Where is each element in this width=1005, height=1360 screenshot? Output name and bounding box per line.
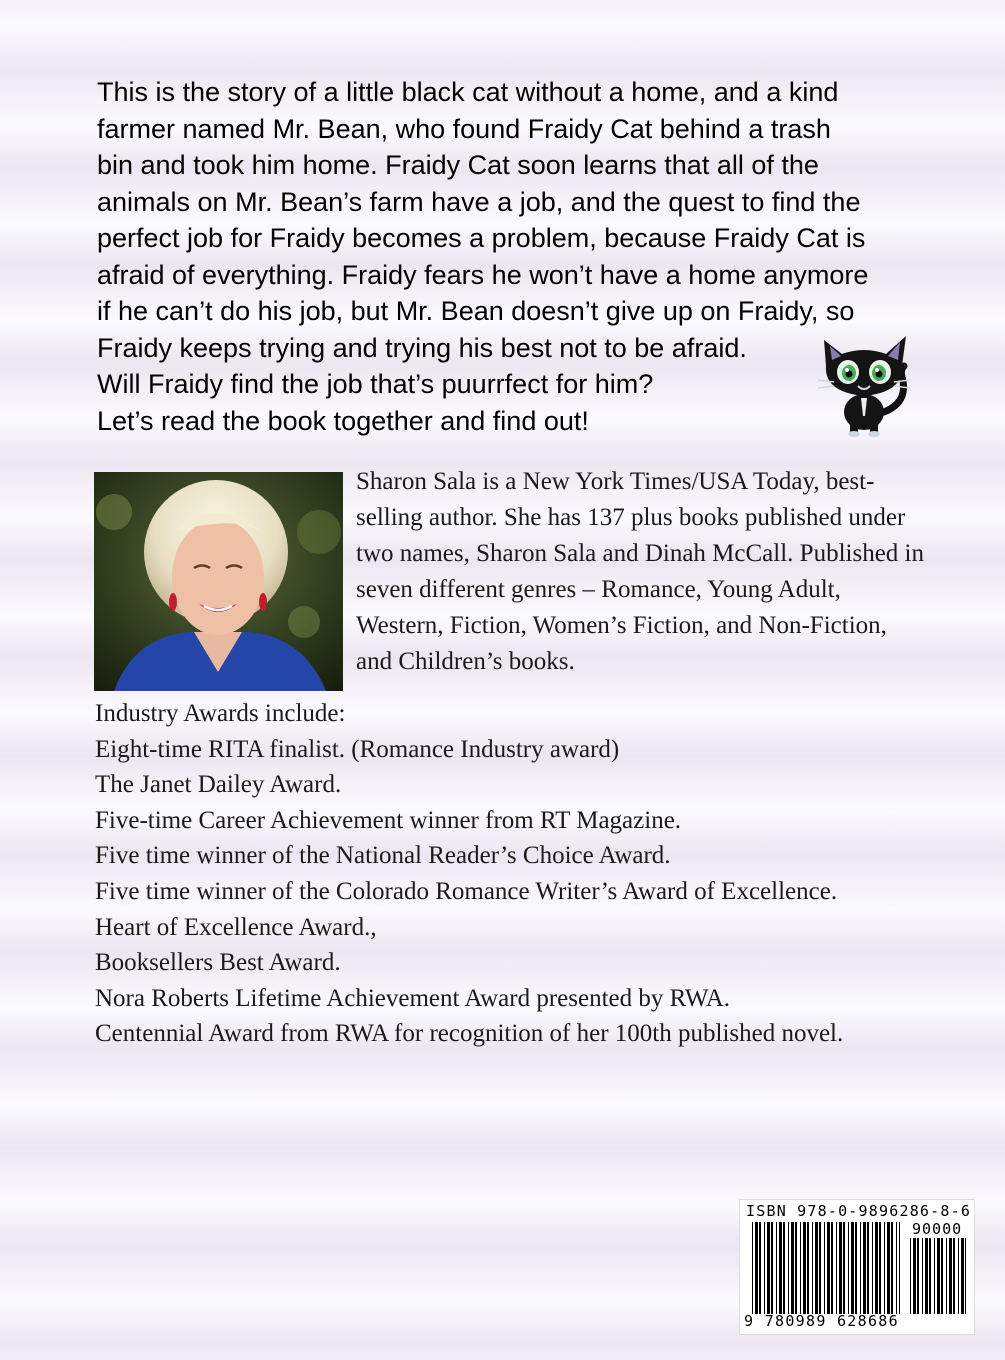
blurb-line: perfect job for Fraidy becomes a problem, because Fraidy Cat is bbox=[97, 223, 866, 253]
award-item: Eight-time RITA finalist. (Romance Industry award) bbox=[95, 735, 620, 763]
bio-line: Western, Fiction, Women’s Fiction, and Non-Fiction, bbox=[356, 612, 887, 639]
bio-line: two names, Sharon Sala and Dinah McCall. Published in bbox=[356, 540, 924, 567]
bio-line: and Children’s books. bbox=[356, 648, 575, 675]
blurb-line: Fraidy keeps trying and trying his best not to be afraid. bbox=[97, 332, 747, 363]
bio-line: Sharon Sala is a New York Times/USA Today, best- bbox=[356, 468, 875, 495]
blurb-line: bin and took him home. Fraidy Cat soon learns that all of the bbox=[97, 150, 819, 180]
award-item: Booksellers Best Award. bbox=[95, 949, 341, 977]
barcode-block bbox=[739, 1199, 975, 1335]
black-cat-icon bbox=[814, 332, 914, 438]
blurb-line: animals on Mr. Bean’s farm have a job, and the quest to find the bbox=[97, 186, 861, 217]
awards-list bbox=[95, 696, 975, 1052]
blurb-line: This is the story of a little black cat without a home, and a kind bbox=[97, 77, 839, 107]
blurb-line: afraid of everything. Fraidy fears he won’t have a home anymore bbox=[97, 259, 869, 290]
bio-line: selling author. She has 137 plus books published under bbox=[356, 504, 906, 531]
awards-heading: Industry Awards include: bbox=[95, 700, 346, 727]
award-item: Five time winner of the Colorado Romance Writer’s Award of Excellence. bbox=[95, 877, 838, 905]
author-photo bbox=[94, 472, 343, 691]
award-item: Centennial Award from RWA for recognition of her 100th published novel. bbox=[95, 1020, 844, 1048]
isbn-text: ISBN 978-0-9896286-8-6 bbox=[746, 1202, 972, 1220]
award-item: Five time winner of the National Reader’s Choice Award. bbox=[95, 842, 671, 870]
ean-text: 9 780989 628686 bbox=[744, 1312, 899, 1330]
blurb-line: if he can’t do his job, but Mr. Bean doesn’t give up on Fraidy, so bbox=[97, 296, 855, 326]
author-bio bbox=[356, 464, 976, 680]
bio-line: seven different genres – Romance, Young Adult, bbox=[356, 576, 841, 603]
award-item: Heart of Excellence Award., bbox=[95, 913, 377, 941]
blurb-line: Let’s read the book together and find out! bbox=[97, 405, 589, 436]
blurb-line: farmer named Mr. Bean, who found Fraidy Cat behind a trash bbox=[97, 113, 831, 144]
award-item: Nora Roberts Lifetime Achievement Award presented by RWA. bbox=[95, 984, 731, 1012]
award-item: The Janet Dailey Award. bbox=[95, 771, 342, 799]
award-item: Five-time Career Achievement winner from RT Magazine. bbox=[95, 806, 682, 834]
blurb-line: Will Fraidy find the job that’s puurrfect for him? bbox=[97, 369, 654, 399]
price-code-text: 90000 bbox=[912, 1220, 963, 1238]
